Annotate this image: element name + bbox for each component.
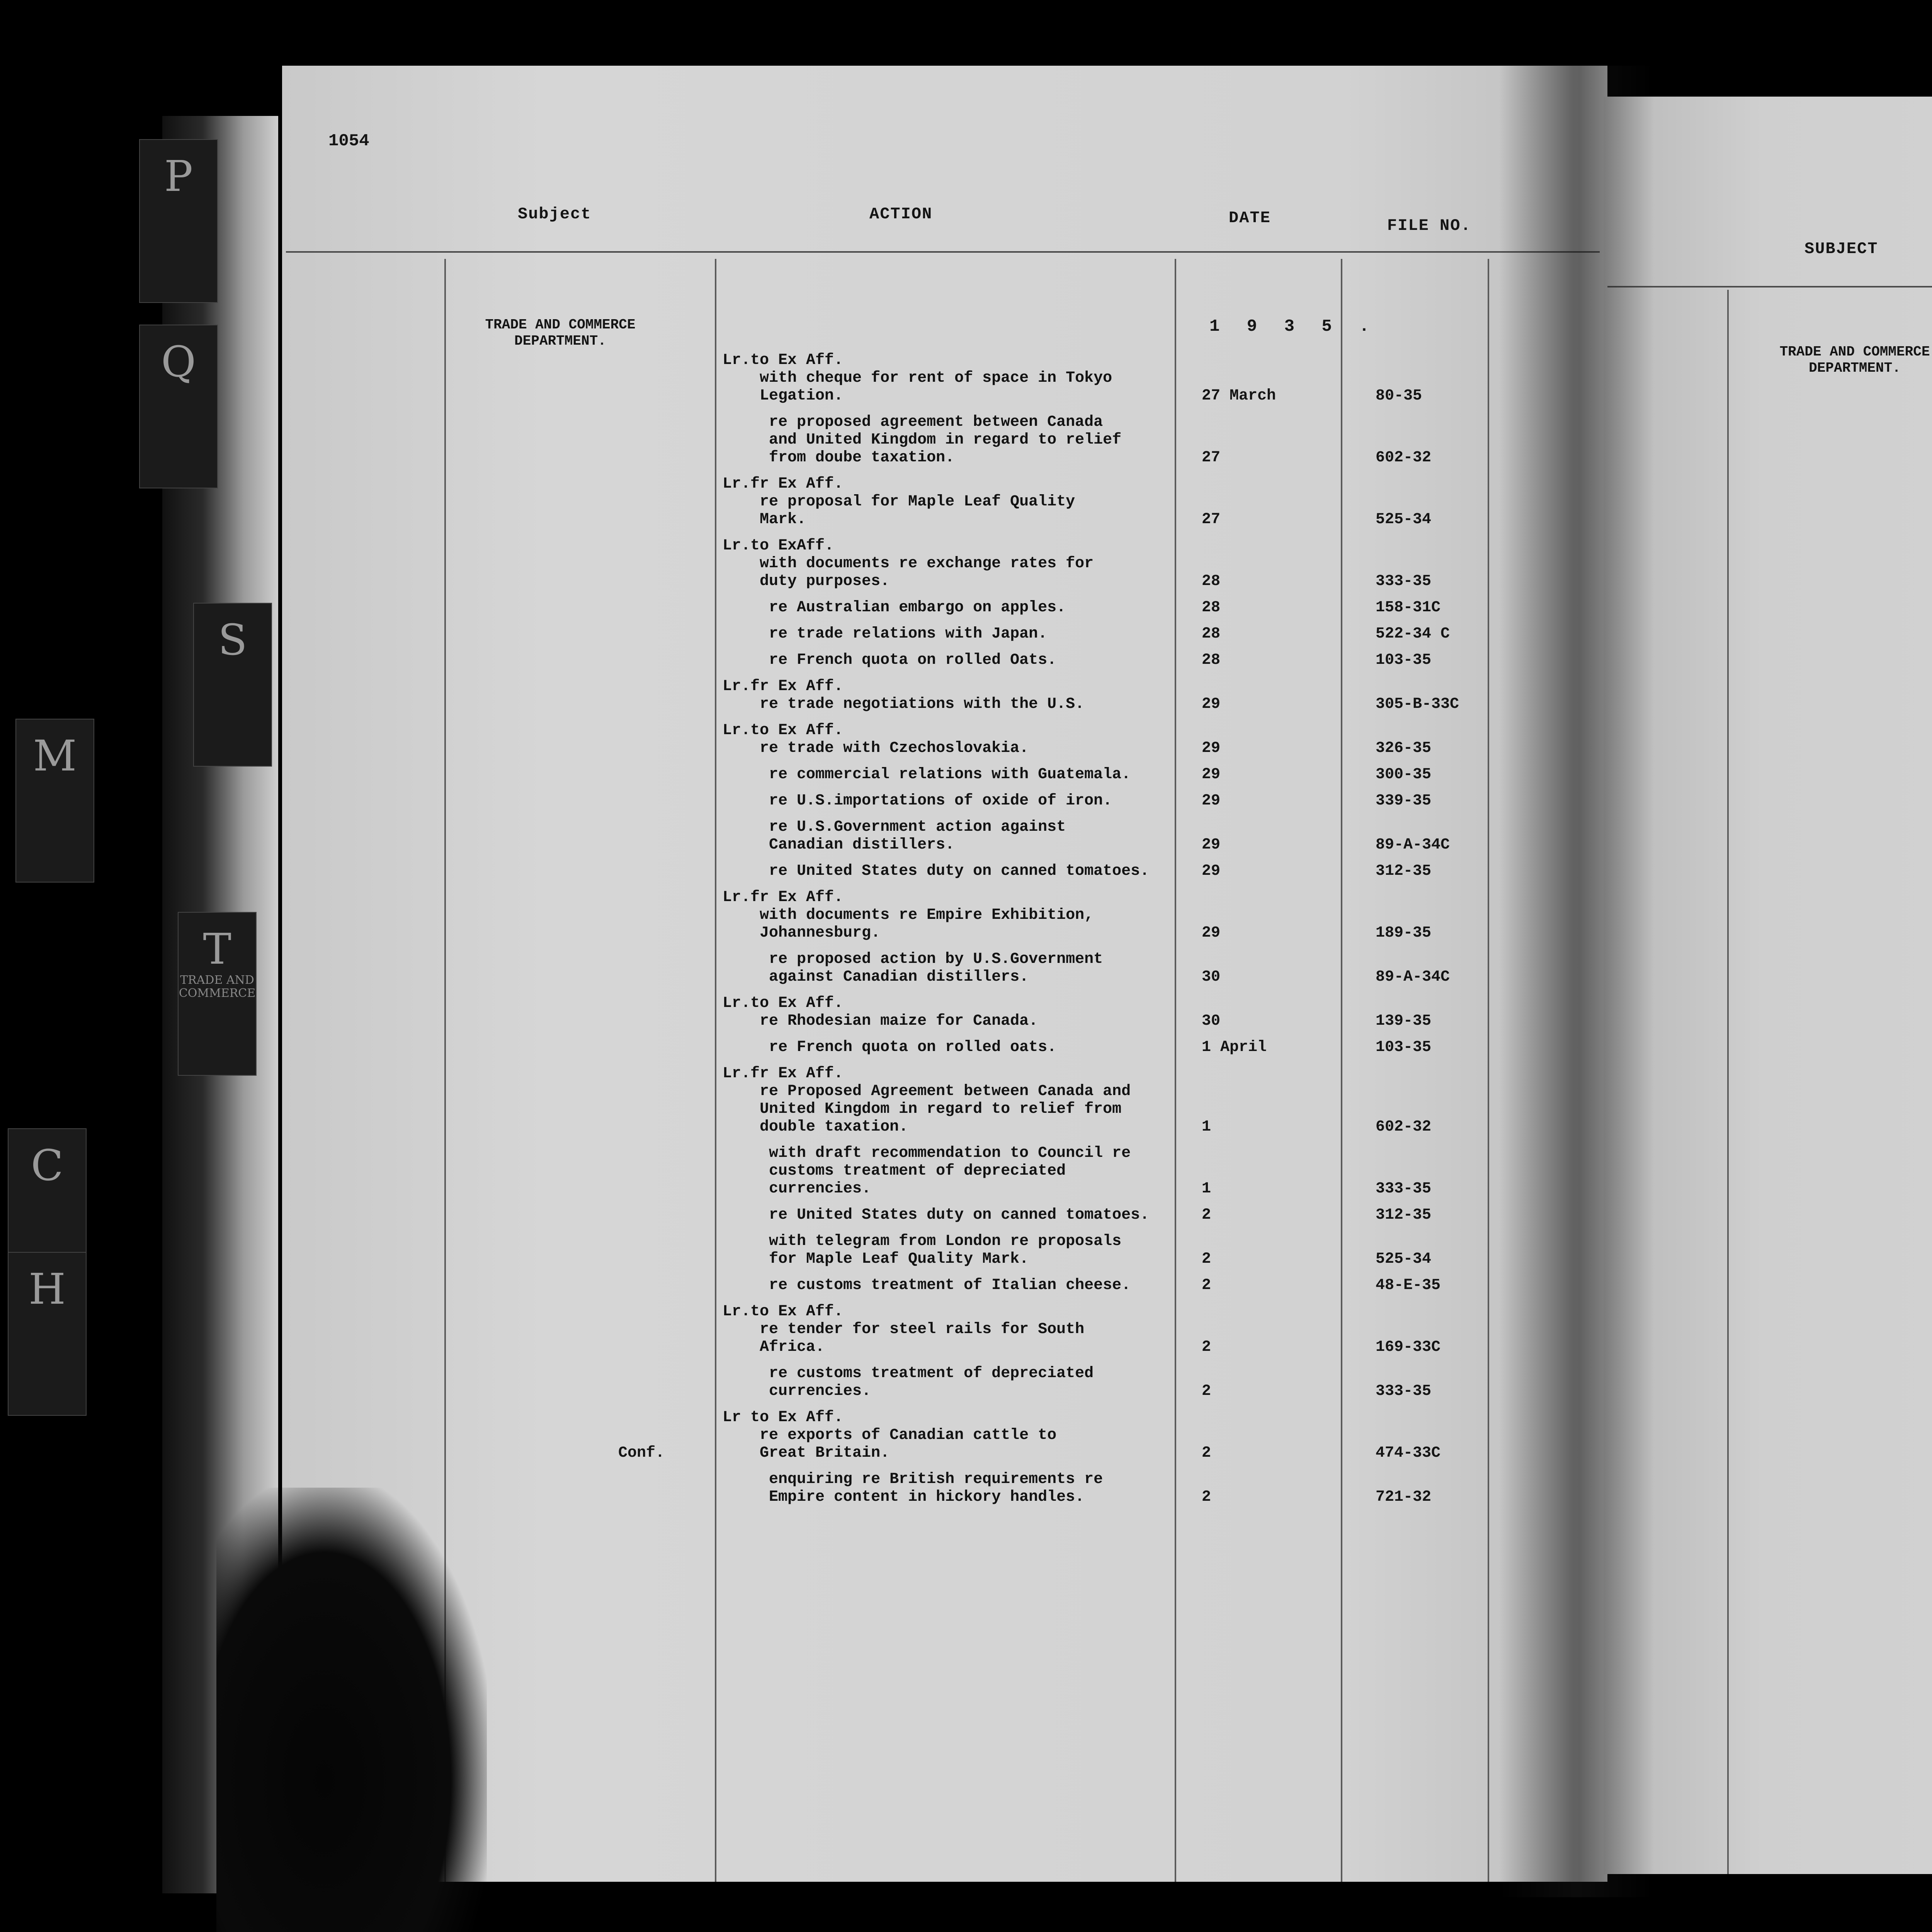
entry-action: Lr.to Ex Aff. re trade with Czechoslovakia. <box>723 722 1029 757</box>
ledger-entry <box>282 1233 1607 1268</box>
ledger-entry <box>282 678 1607 713</box>
entry-action: Lr.fr Ex Aff. re proposal for Maple Leaf Quality Mark. <box>723 475 1075 528</box>
entry-file-no: 333-35 <box>1376 1180 1432 1197</box>
entry-action: re U.S.importations of oxide of iron. <box>723 792 1112 810</box>
entry-date: 2 <box>1202 1444 1211 1462</box>
entry-date: 2 <box>1202 1488 1211 1506</box>
entry-date: 29 <box>1202 740 1221 757</box>
entry-action: Lr.to ExAff. with documents re exchange rates for duty purposes. <box>723 537 1094 590</box>
page-number: 1054 <box>328 131 369 151</box>
entry-file-no: 189-35 <box>1376 924 1432 942</box>
entry-file-no: 333-35 <box>1376 1383 1432 1400</box>
entry-action: enquiring re British requirements re Empire content in hickory handles. <box>769 1471 1103 1506</box>
entry-action: Lr.fr Ex Aff. re Proposed Agreement between Canada and United Kingdom in regard to relief from double taxation. <box>723 1065 1131 1136</box>
entry-action: re French quota on rolled oats. <box>723 1039 1057 1056</box>
entry-file-no: 525-34 <box>1376 511 1432 528</box>
entry-action: re commercial relations with Guatemala. <box>723 766 1131 783</box>
entry-file-no: 89-A-34C <box>1376 968 1450 986</box>
entry-file-no: 312-35 <box>1376 862 1432 880</box>
entry-action: with draft recommendation to Council re customs treatment of depreciated currencies. <box>769 1145 1131 1197</box>
book-gutter <box>1499 66 1654 1897</box>
entry-file-no: 333-35 <box>1376 573 1432 590</box>
entry-file-no: 474-33C <box>1376 1444 1441 1462</box>
ledger-entry <box>282 1365 1607 1400</box>
entry-file-no: 312-35 <box>1376 1206 1432 1224</box>
entry-action: re United States duty on canned tomatoes. <box>723 862 1150 880</box>
section-heading: TRADE AND COMMERCE DEPARTMENT. <box>485 317 636 349</box>
ledger-entry <box>282 352 1607 405</box>
entry-date: 27 <box>1202 511 1221 528</box>
entry-file-no: 48-E-35 <box>1376 1277 1441 1294</box>
tab-letter: C <box>31 1141 64 1190</box>
entry-date: 2 <box>1202 1383 1211 1400</box>
tab-letter: Q <box>161 337 196 386</box>
tab-label: TRADE AND COMMERCE <box>179 973 256 1000</box>
header-rule <box>1607 286 1932 287</box>
entry-date: 29 <box>1202 792 1221 810</box>
ledger-entry <box>282 1303 1607 1356</box>
ledger-entry <box>282 1206 1607 1224</box>
entry-action: Lr.to Ex Aff. re Rhodesian maize for Canada. <box>723 995 1038 1030</box>
entry-action: re United States duty on canned tomatoes. <box>723 1206 1150 1224</box>
ledger-entry <box>282 1065 1607 1136</box>
tab-letter: H <box>29 1264 66 1314</box>
header-file: FILE NO. <box>1387 216 1471 235</box>
entry-date: 29 <box>1202 696 1221 713</box>
header-date: DATE <box>1229 209 1271 227</box>
entry-file-no: 103-35 <box>1376 651 1432 669</box>
entry-date: 29 <box>1202 924 1221 942</box>
entry-date: 2 <box>1202 1250 1211 1268</box>
header-subject: Subject <box>518 205 592 223</box>
index-tab <box>139 139 218 303</box>
header-subject: SUBJECT <box>1804 240 1878 258</box>
entry-date: 28 <box>1202 599 1221 616</box>
ledger-entry <box>282 792 1607 810</box>
entry-file-no: 326-35 <box>1376 740 1432 757</box>
index-tab <box>8 1252 87 1416</box>
entry-date: 30 <box>1202 1012 1221 1030</box>
ledger-entry <box>282 722 1607 757</box>
entry-file-no: 602-32 <box>1376 449 1432 466</box>
entry-file-no: 103-35 <box>1376 1039 1432 1056</box>
entry-action: Lr.to Ex Aff. with cheque for rent of space in Tokyo Legation. <box>723 352 1112 405</box>
ledger-entry <box>282 625 1607 643</box>
ledger-entry <box>282 1039 1607 1056</box>
ledger-entry <box>282 862 1607 880</box>
conf-mark: Conf. <box>618 1444 665 1462</box>
entry-action: re French quota on rolled Oats. <box>723 651 1057 669</box>
entry-file-no: 339-35 <box>1376 792 1432 810</box>
entry-date: 2 <box>1202 1277 1211 1294</box>
index-tab <box>178 912 257 1076</box>
entry-action: re customs treatment of depreciated currencies. <box>769 1365 1094 1400</box>
entry-file-no: 522-34 C <box>1376 625 1450 643</box>
ledger-entry <box>282 651 1607 669</box>
entry-date: 2 <box>1202 1338 1211 1356</box>
entry-action: re Australian embargo on apples. <box>723 599 1066 616</box>
ledger-entry <box>282 766 1607 784</box>
entry-date: 29 <box>1202 766 1221 783</box>
entry-action: with telegram from London re proposals for Maple Leaf Quality Mark. <box>769 1233 1122 1268</box>
ledger-entry <box>282 1277 1607 1294</box>
entry-date: 1 <box>1202 1118 1211 1136</box>
entry-date: 1 April <box>1202 1039 1267 1056</box>
entry-action: re U.S.Government action against Canadian distillers. <box>769 818 1066 854</box>
entry-date: 29 <box>1202 862 1221 880</box>
entry-file-no: 305-B-33C <box>1376 696 1459 713</box>
hand-shadow <box>216 1488 487 1932</box>
tab-letter: M <box>33 731 77 781</box>
ledger-entry <box>282 537 1607 590</box>
entry-file-no: 169-33C <box>1376 1338 1441 1356</box>
tab-letter: T <box>203 924 231 974</box>
ledger-entry <box>282 995 1607 1030</box>
entry-file-no: 300-35 <box>1376 766 1432 783</box>
entry-file-no: 602-32 <box>1376 1118 1432 1136</box>
entry-date: 27 March <box>1202 387 1276 405</box>
entry-file-no: 721-32 <box>1376 1488 1432 1506</box>
tab-letter: P <box>164 151 193 201</box>
entry-date: 28 <box>1202 573 1221 590</box>
entry-file-no: 158-31C <box>1376 599 1441 616</box>
entry-file-no: 139-35 <box>1376 1012 1432 1030</box>
ledger-entry <box>282 599 1607 617</box>
year-heading: 1 9 3 5 . <box>1209 317 1378 336</box>
ledger-entry <box>282 1409 1607 1462</box>
entry-file-no: 80-35 <box>1376 387 1422 405</box>
entry-action: re trade relations with Japan. <box>723 625 1048 643</box>
header-action: ACTION <box>869 205 933 223</box>
index-tab <box>139 325 218 488</box>
entry-date: 28 <box>1202 625 1221 643</box>
ledger-entry <box>282 475 1607 529</box>
index-tab <box>15 719 94 883</box>
entry-action: Lr to Ex Aff. re exports of Canadian cattle to Great Britain. <box>723 1409 1057 1462</box>
index-tabs <box>0 139 286 1685</box>
tab-letter: S <box>218 615 247 665</box>
ledger-entry <box>282 1145 1607 1198</box>
entry-date: 30 <box>1202 968 1221 986</box>
index-tab <box>193 603 272 767</box>
entry-action: Lr.fr Ex Aff. re trade negotiations with the U.S. <box>723 678 1085 713</box>
header-rule <box>286 251 1600 253</box>
ledger-entry <box>282 413 1607 467</box>
entry-date: 2 <box>1202 1206 1211 1224</box>
entry-action: re customs treatment of Italian cheese. <box>723 1277 1131 1294</box>
entry-action: Lr.to Ex Aff. re tender for steel rails for South Africa. <box>723 1303 1085 1356</box>
entry-action: re proposed action by U.S.Government against Canadian distillers. <box>769 951 1103 986</box>
entry-date: 29 <box>1202 836 1221 854</box>
entry-date: 28 <box>1202 651 1221 669</box>
entry-file-no: 525-34 <box>1376 1250 1432 1268</box>
ledger-entry <box>282 818 1607 854</box>
entry-file-no: 89-A-34C <box>1376 836 1450 854</box>
entry-action: Lr.fr Ex Aff. with documents re Empire Exhibition, Johannesburg. <box>723 889 1094 942</box>
ledger-entry <box>282 951 1607 986</box>
entry-date: 1 <box>1202 1180 1211 1197</box>
entry-action: re proposed agreement between Canada and United Kingdom in regard to relief from doube taxation. <box>769 413 1122 466</box>
entry-date: 27 <box>1202 449 1221 466</box>
section-heading: TRADE AND COMMERCE DEPARTMENT. <box>1779 344 1930 376</box>
ledger-entry <box>282 889 1607 942</box>
